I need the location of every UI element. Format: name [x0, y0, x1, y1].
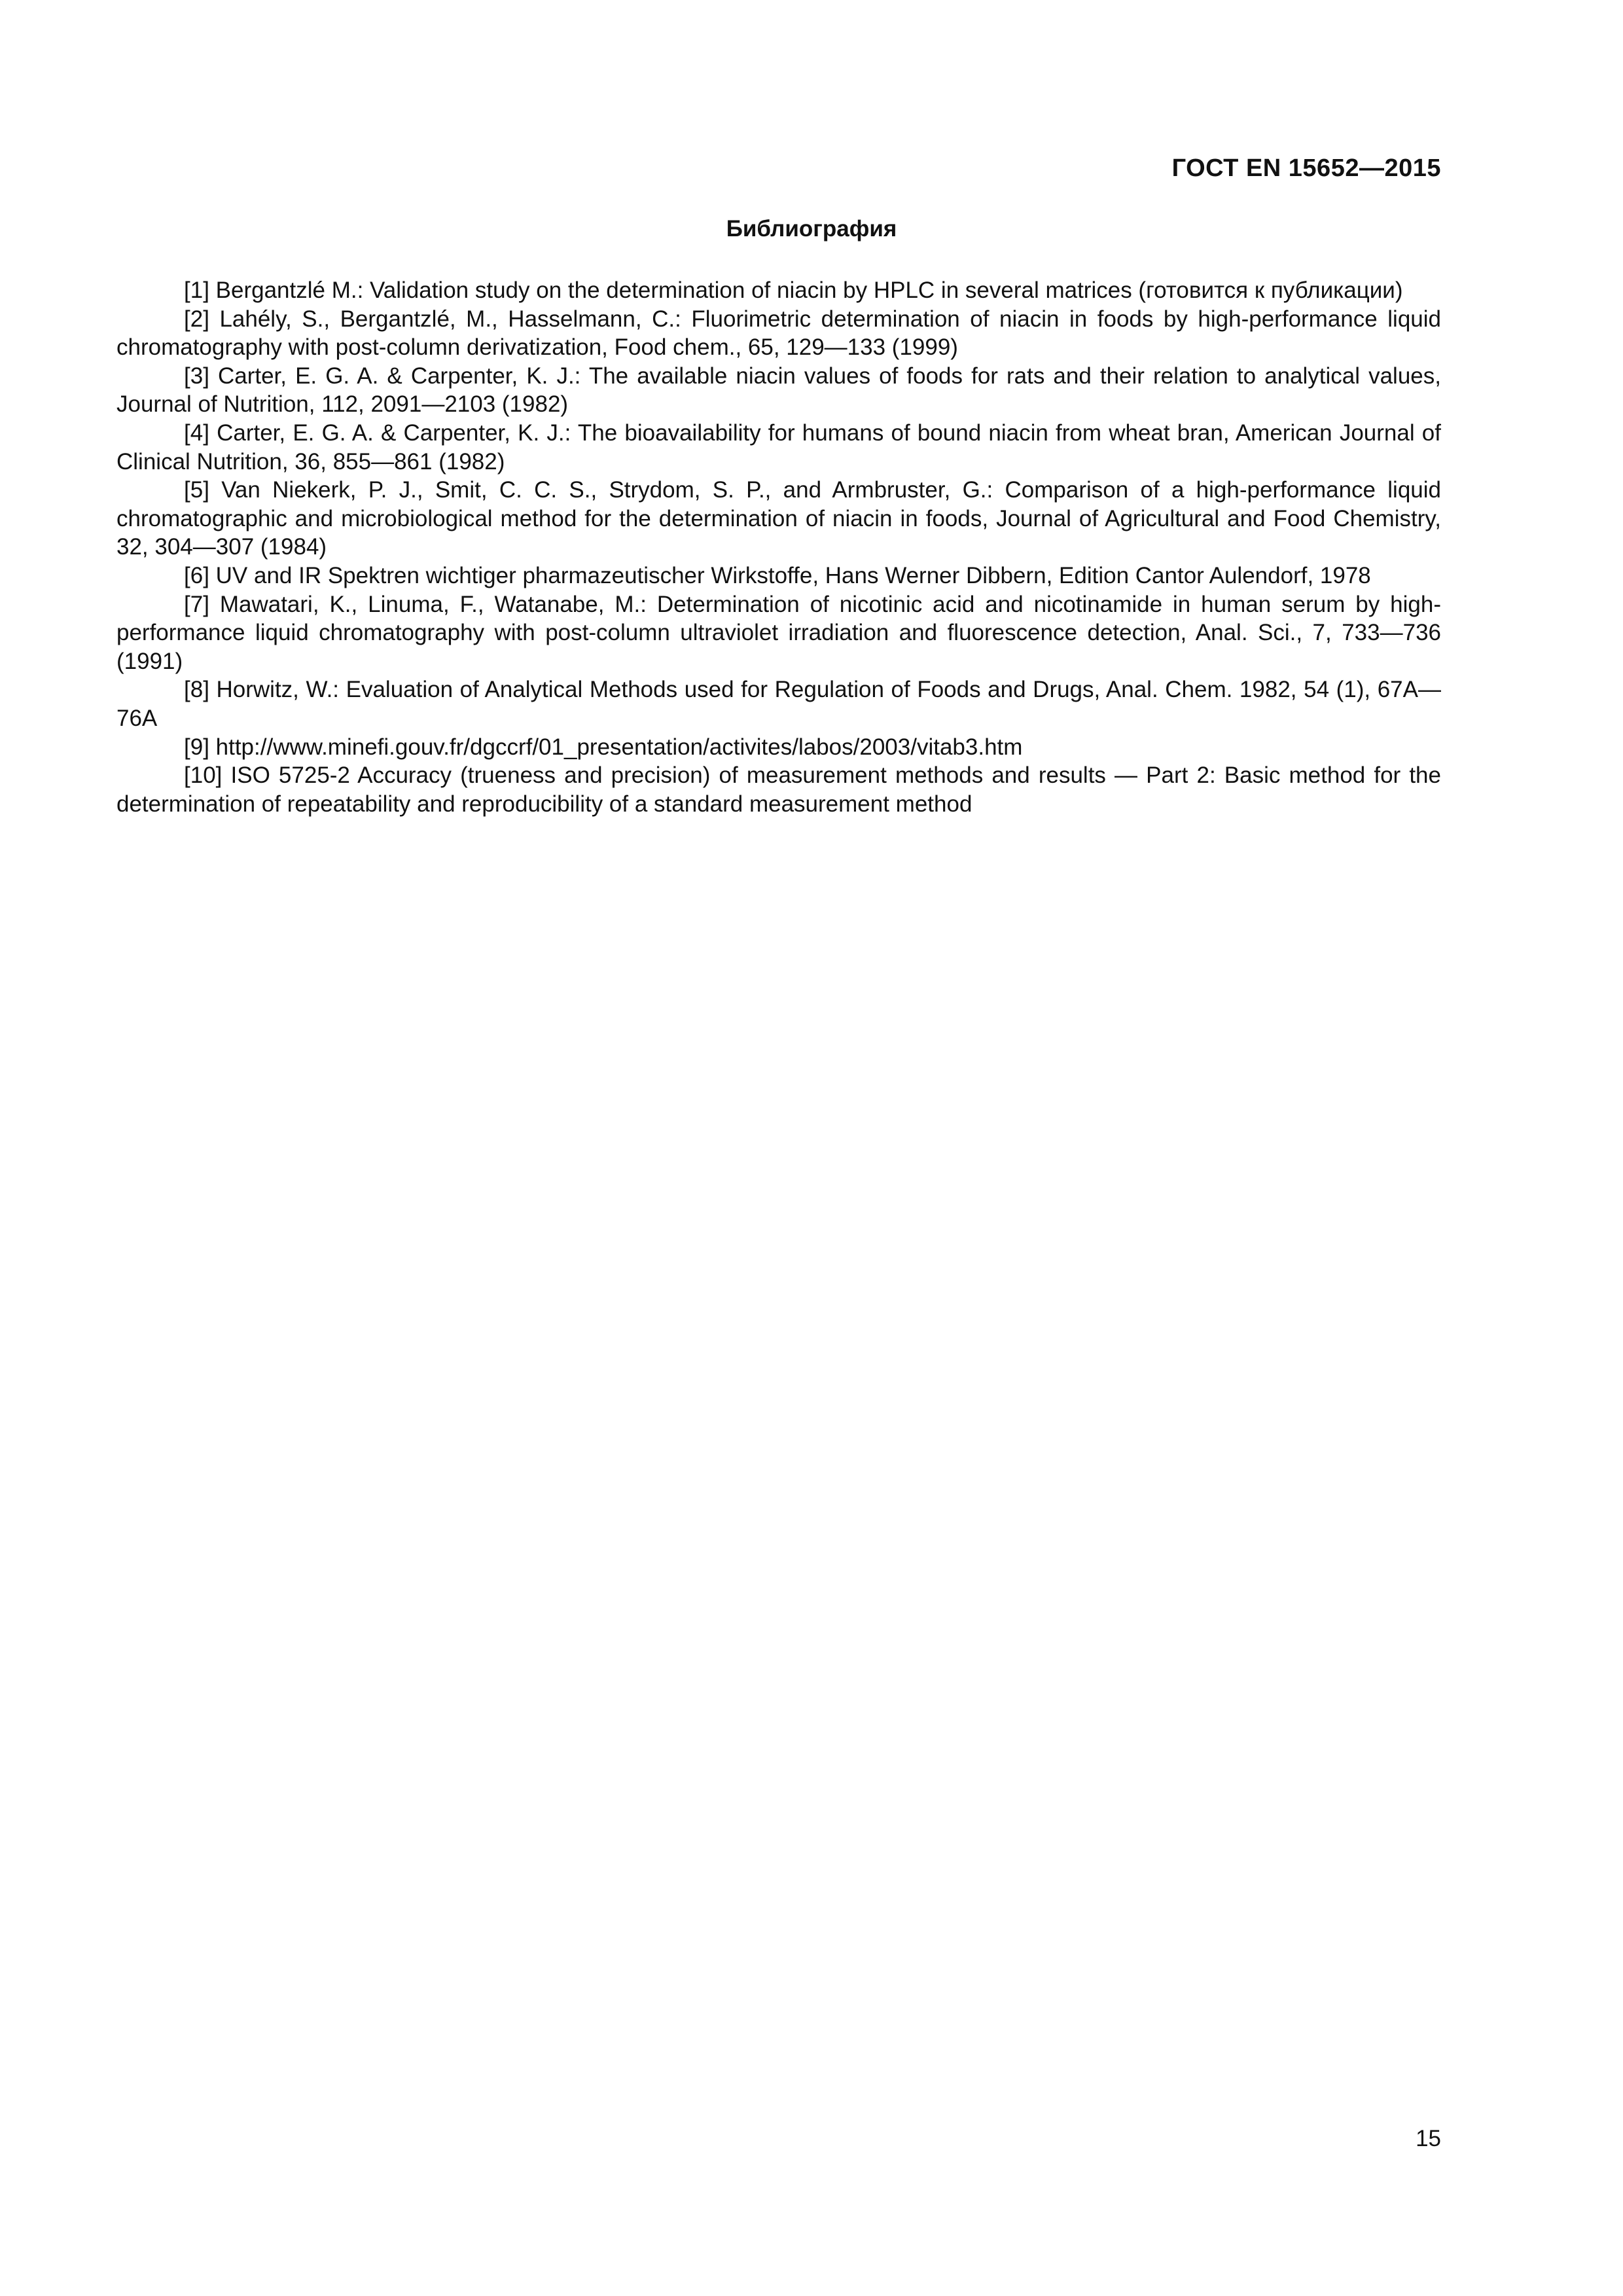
page-number: 15	[1416, 2126, 1441, 2151]
reference-item-9: [9] http://www.minefi.gouv.fr/dgccrf/01_presentation/activites/labos/2003/vitab3.htm	[184, 734, 1023, 760]
reference-item-2: [2] Lahély, S., Bergantzlé, M., Hasselmann, C.: Fluorimetric determination of niacin in foods by high-performance liquid chromatography with post-column derivatization, Food chem., 65, 129—133 (1999)	[116, 306, 1441, 361]
document-code: ГОСТ EN 15652—2015	[1171, 154, 1441, 182]
bibliography-title: Библиография	[726, 216, 897, 242]
reference-item-6: [6] UV and IR Spektren wichtiger pharmazeutischer Wirkstoffe, Hans Werner Dibbern, Edition Cantor Aulendorf, 1978	[184, 562, 1371, 588]
reference-item-8: [8] Horwitz, W.: Evaluation of Analytical Methods used for Regulation of Foods and Drugs, Anal. Chem. 1982, 54 (1), 67A—76A	[116, 677, 1441, 731]
reference-item-10: [10] ISO 5725-2 Accuracy (trueness and precision) of measurement methods and results — Part 2: Basic method for the determination of repeatability and reproducibility of a standard measurement method	[116, 762, 1441, 817]
reference-item-5: [5] Van Niekerk, P. J., Smit, C. C. S., Strydom, S. P., and Armbruster, G.: Comparison of a high-performance liquid chromatographic and microbiological method for the determination of niacin in foods, Journal of Agricultural and Food Chemistry, 32, 304—307 (1984)	[116, 477, 1441, 560]
reference-item-1: [1] Bergantzlé M.: Validation study on the determination of niacin by HPLC in several matrices (готовится к публикации)	[184, 278, 1403, 303]
reference-item-3: [3] Carter, E. G. A. & Carpenter, K. J.: The available niacin values of foods for rats and their relation to analytical values, Journal of Nutrition, 112, 2091—2103 (1982)	[116, 363, 1441, 418]
reference-item-7: [7] Mawatari, K., Linuma, F., Watanabe, M.: Determination of nicotinic acid and nicotinamide in human serum by high-performance liquid chromatography with post-column ultraviolet irradiation and fluorescence detection, Anal. Sci., 7, 733—736 (1991)	[116, 591, 1441, 674]
reference-list	[116, 276, 1441, 818]
reference-item-4: [4] Carter, E. G. A. & Carpenter, K. J.: The bioavailability for humans of bound niacin from wheat bran, American Journal of Clinical Nutrition, 36, 855—861 (1982)	[116, 420, 1441, 475]
